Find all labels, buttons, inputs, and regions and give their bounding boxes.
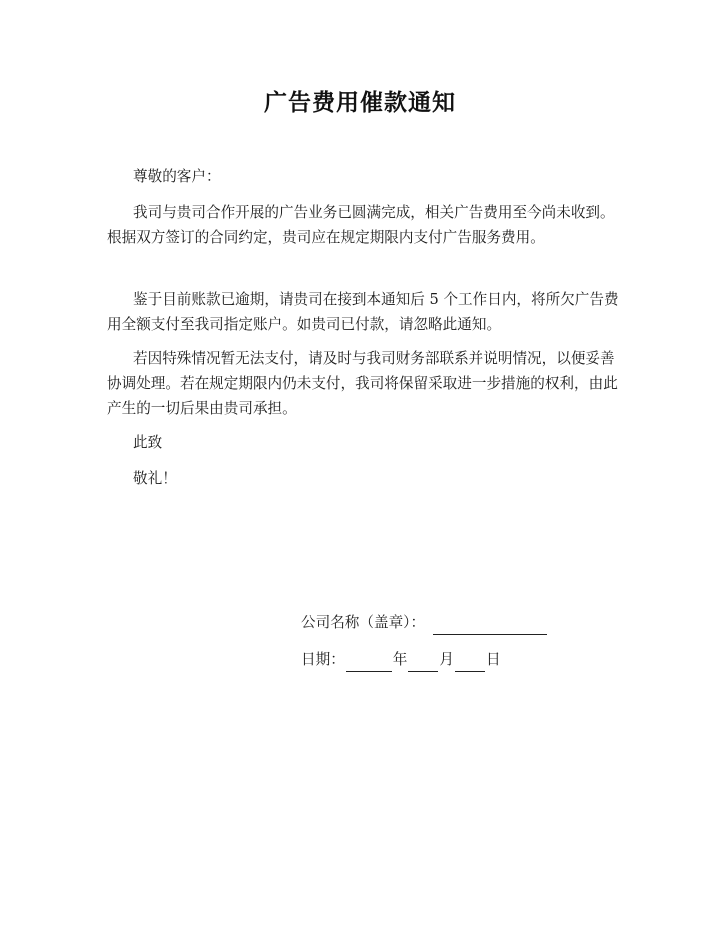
year-blank-line — [346, 653, 392, 672]
paragraph-3: 若因特殊情况暂无法支付，请及时与我司财务部联系并说明情况，以便妥善协调处理。若在规定期限内仍未支付，我司将保留采取进一步措施的权利，由此产生的一切后果由贵司承担。 — [107, 350, 618, 417]
paragraph-1: 我司与贵司合作开展的广告业务已圆满完成，相关广告费用至今尚未收到。根据双方签订的合同约定，贵司应在规定期限内支付广告服务费用。 — [107, 204, 615, 246]
month-label: 月 — [439, 651, 455, 668]
company-label: 公司名称（盖章）： — [301, 614, 426, 631]
document-title: 广告费用催款通知 — [264, 90, 456, 116]
paragraph-2: 鉴于目前账款已逾期，请贵司在接到本通知后 5 个工作日内，将所欠广告费用全额支付至我司指定账户。如贵司已付款，请忽略此通知。 — [107, 291, 619, 333]
year-label: 年 — [392, 651, 408, 668]
month-blank-line — [408, 653, 438, 672]
company-blank-line — [433, 616, 547, 635]
date-label: 日期： — [301, 651, 345, 668]
signature-company — [301, 610, 548, 635]
signature-date — [301, 647, 501, 672]
salutation: 尊敬的客户： — [133, 168, 221, 185]
day-blank-line — [455, 653, 485, 672]
closing-line-1: 此致 — [133, 434, 163, 451]
day-label: 日 — [486, 651, 501, 668]
closing-line-2: 敬礼！ — [133, 470, 177, 487]
